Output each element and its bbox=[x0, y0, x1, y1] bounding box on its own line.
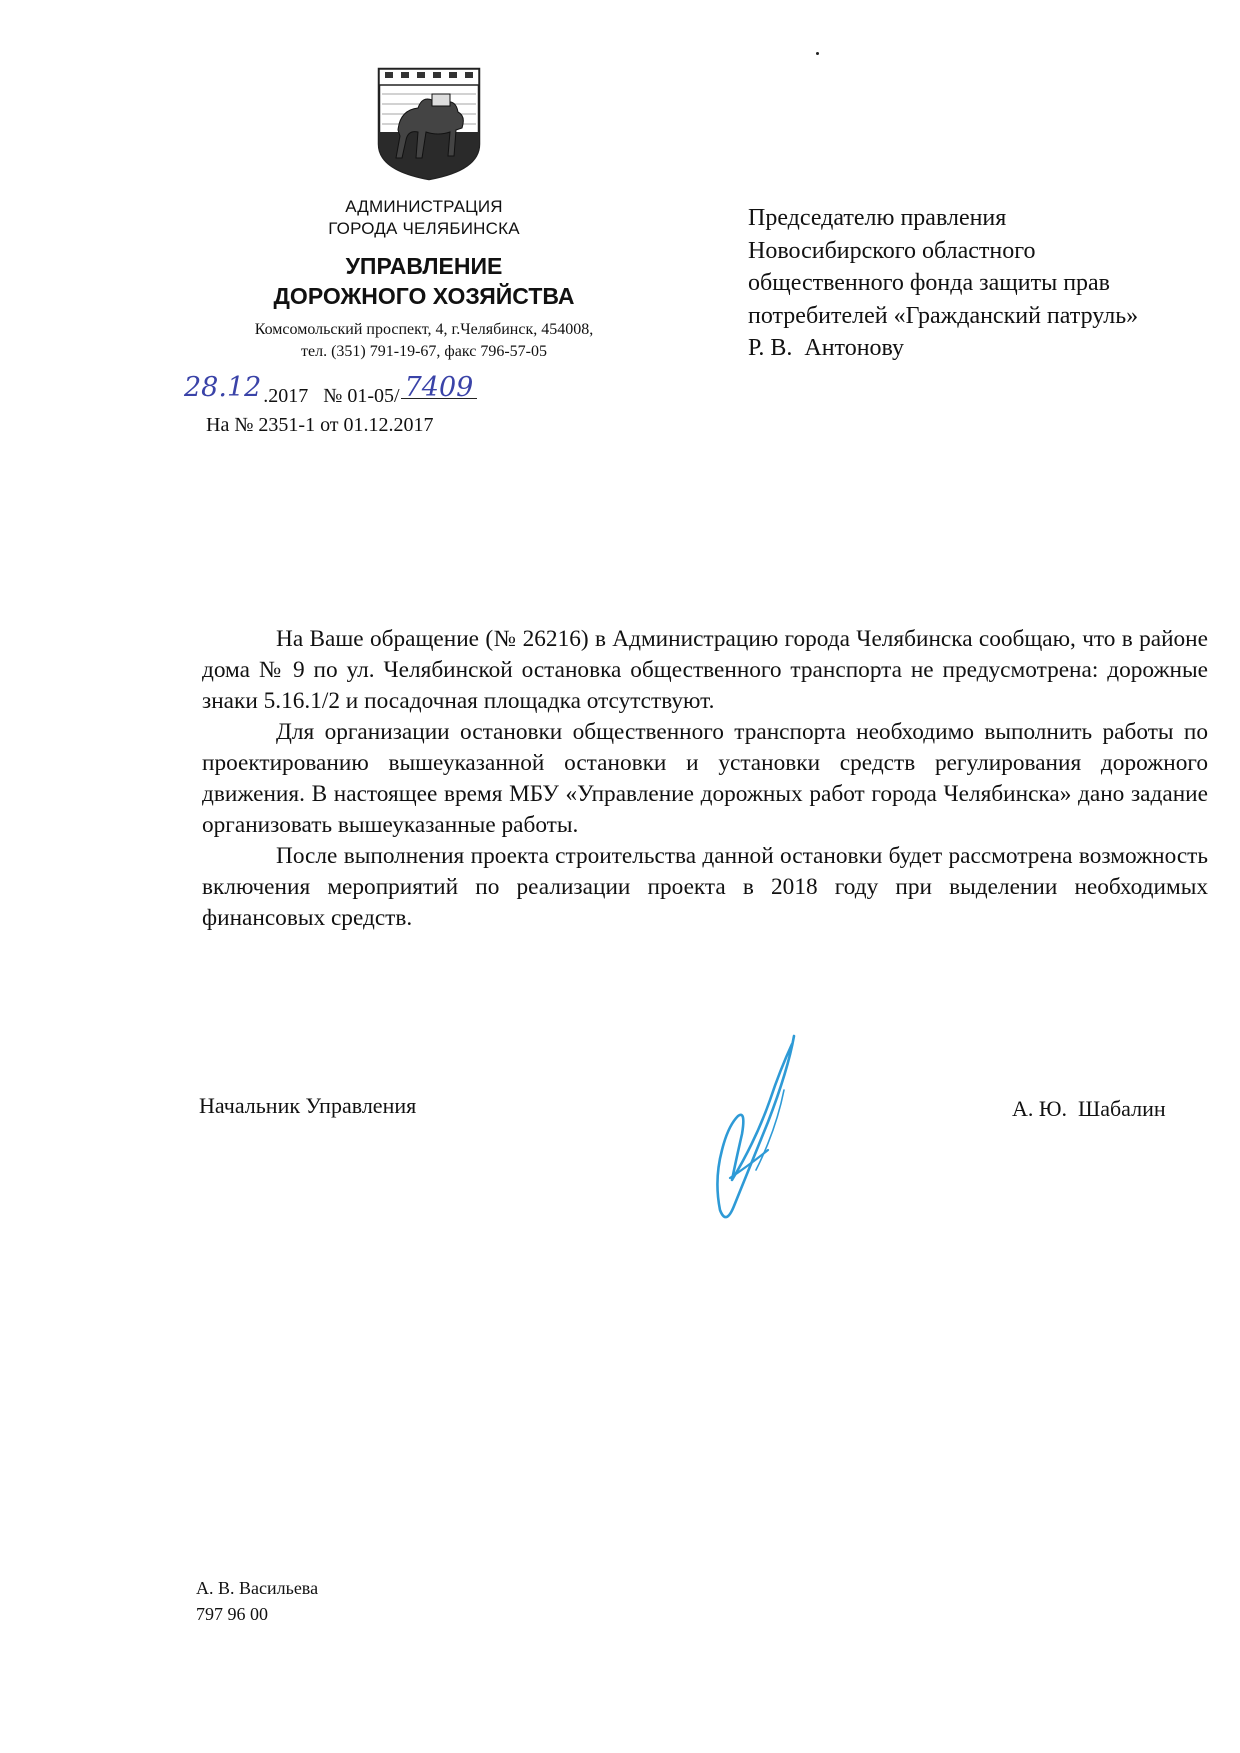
reply-reference: На № 2351-1 от 01.12.2017 bbox=[206, 414, 434, 436]
executor-name: А. В. Васильева bbox=[196, 1578, 319, 1598]
signatory-title: Начальник Управления bbox=[199, 1093, 417, 1118]
body-paragraph-3: После выполнения проекта строительства данной остановки будет рассмотрена возможность включения мероприятий по реализации проекта в 2018 году при выделении необходимых финансовых средств. bbox=[202, 843, 1208, 931]
registration-year: .2017 bbox=[263, 385, 309, 407]
letter-body bbox=[202, 624, 1208, 934]
registration-line bbox=[184, 372, 477, 408]
handwritten-number: 7409 bbox=[401, 378, 478, 399]
addressee-line-5: Р. В. Антонову bbox=[748, 335, 905, 361]
body-paragraph-2: Для организации остановки общественного транспорта необходимо выполнить работы по проектированию вышеуказанной остановки и установки средств регулирования дорожного движения. В настоящее время МБУ «Управление дорожных работ города Челябинска» дано задание организовать вышеуказанные работы. bbox=[202, 719, 1208, 838]
addressee-line-3: общественного фонда защиты прав bbox=[748, 270, 1111, 296]
scan-speck bbox=[816, 52, 819, 55]
handwritten-date: 28.12 bbox=[184, 372, 262, 403]
body-paragraph-1: На Ваше обращение (№ 26216) в Администрацию города Челябинска сообщаю, что в районе дома № 9 по ул. Челябинской остановка общественного транспорта не предусмотрена: дорожные знаки 5.16.1/2 и посадочная площадка отсутствуют. bbox=[202, 626, 1208, 714]
executor-phone: 797 96 00 bbox=[196, 1604, 268, 1624]
addressee-block bbox=[748, 202, 1138, 365]
coat-of-arms-icon bbox=[376, 66, 482, 182]
addressee-line-2: Новосибирского областного bbox=[748, 237, 1036, 264]
registration-number-prefix: № 01-05/ bbox=[323, 385, 400, 407]
addressee-line-1: Председателю правления bbox=[748, 205, 1007, 231]
admin-line-1: АДМИНИСТРАЦИЯ bbox=[345, 197, 503, 216]
admin-line-2: ГОРОДА ЧЕЛЯБИНСКА bbox=[328, 219, 520, 238]
signatory-name: А. Ю. Шабалин bbox=[1012, 1096, 1166, 1121]
addressee-line-4: потребителей «Гражданский патруль» bbox=[748, 302, 1139, 329]
department-line-2: ДОРОЖНОГО ХОЗЯЙСТВА bbox=[273, 283, 575, 309]
department-line-1: УПРАВЛЕНИЕ bbox=[345, 253, 503, 279]
header-address: Комсомольский проспект, 4, г.Челябинск, 454008, bbox=[254, 321, 594, 338]
handwritten-signature-icon bbox=[696, 1030, 816, 1230]
header-phones: тел. (351) 791-19-67, факс 796-57-05 bbox=[301, 343, 547, 360]
